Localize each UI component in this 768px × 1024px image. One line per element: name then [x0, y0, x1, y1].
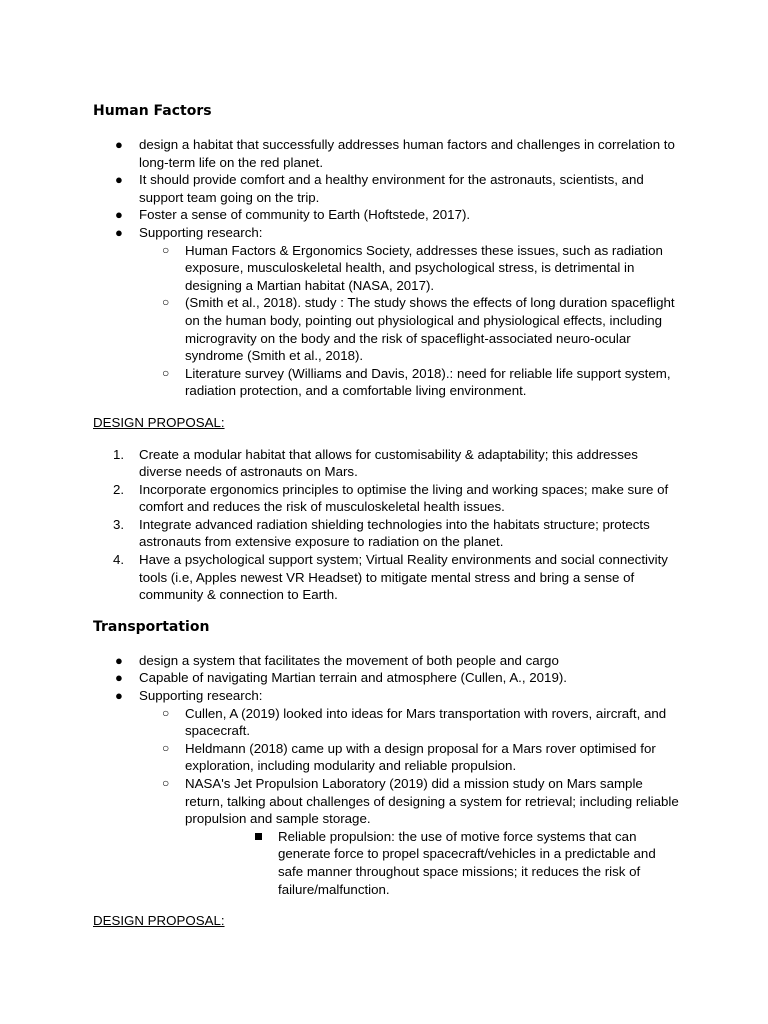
- circle-marker: ○: [162, 705, 170, 720]
- circle-marker: ○: [162, 365, 170, 380]
- numbered-list-item: [93, 446, 683, 481]
- sub-list-item-text: Human Factors & Ergonomics Society, addresses these issues, such as radiation exposure, musculoskeletal health, and psychological stress, is detrimental in designing a Martian habitat (NASA, 2017).: [185, 242, 663, 293]
- section-heading-human-factors: Human Factors: [93, 103, 212, 119]
- list-item-text: Foster a sense of community to Earth (Hoftstede, 2017).: [139, 207, 471, 223]
- bullet-marker: ●: [115, 172, 123, 188]
- sub-list-item-text: Heldmann (2018) came up with a design proposal for a Mars rover optimised for exploration, including modularity and reliable propulsion.: [185, 740, 656, 774]
- sub-list-item: [93, 705, 683, 740]
- list-item: [93, 171, 683, 206]
- list-item-text: Supporting research:: [139, 224, 263, 240]
- numbered-list-item: [93, 516, 683, 551]
- circle-marker: ○: [162, 295, 170, 310]
- bullet-marker: ●: [115, 137, 123, 152]
- sub-list-item: [93, 242, 683, 295]
- list-item: [93, 224, 683, 242]
- sub-sub-list-item-text: Reliable propulsion: the use of motive force systems that can generate force to propel spacecraft/vehicles in a predictable and safe manner throughout space missions; it reduces the risk of failure/malfunction.: [278, 828, 656, 897]
- circle-marker: ○: [162, 776, 170, 790]
- number-marker: 3.: [113, 516, 125, 532]
- design-proposal-label: DESIGN PROPOSAL:: [93, 414, 225, 430]
- number-marker: 1.: [113, 446, 125, 462]
- sub-list-item-text: (Smith et al., 2018). study : The study shows the effects of long duration spaceflight on the human body, pointing out physiological and physiological effects, including microgravity on the body and the risk of spaceflight-associated neuro-ocular syndrome (Smith et al., 2018).: [185, 295, 675, 364]
- list-item-text: It should provide comfort and a healthy environment for the astronauts, scientists, and support team going on the trip.: [139, 172, 644, 205]
- numbered-list-item-text: Integrate advanced radiation shielding technologies into the habitats structure; protects astronauts from extensive exposure to radiation on the planet.: [139, 516, 650, 550]
- list-item: [93, 136, 683, 171]
- list-item: [93, 652, 683, 670]
- numbered-list-item-text: Create a modular habitat that allows for customisability & adaptability; this addresses diverse needs of astronauts on Mars.: [139, 446, 638, 480]
- numbered-list-item-text: Incorporate ergonomics principles to optimise the living and working spaces; make sure of comfort and reduces the risk of musculoskeletal health issues.: [139, 481, 669, 515]
- bullet-marker: ●: [115, 207, 123, 223]
- sub-list-item-text: Literature survey (Williams and Davis, 2018).: need for reliable life support system, radiation protection, and a comfortable living environment.: [185, 365, 671, 399]
- sub-list-item: [93, 775, 683, 828]
- list-item: [93, 206, 683, 224]
- section-heading-transportation: Transportation: [93, 618, 210, 635]
- list-item-text: design a system that facilitates the movement of both people and cargo: [139, 652, 559, 668]
- numbered-list-item: [93, 551, 683, 604]
- bullet-marker: ●: [115, 652, 123, 668]
- transportation-bullet-list: [93, 652, 683, 898]
- bullet-marker: ●: [115, 670, 123, 686]
- list-item-text: Capable of navigating Martian terrain and atmosphere (Cullen, A., 2019).: [139, 670, 567, 686]
- square-marker: [255, 828, 275, 846]
- list-item: [93, 669, 683, 687]
- number-marker: 2.: [113, 481, 125, 497]
- list-item-text: design a habitat that successfully addresses human factors and challenges in correlation to long-term life on the red planet.: [139, 137, 675, 170]
- circle-marker: ○: [162, 740, 170, 755]
- numbered-list-item: [93, 481, 683, 516]
- sub-list-item: [93, 365, 683, 400]
- number-marker: 4.: [113, 552, 125, 568]
- circle-marker: ○: [162, 242, 170, 257]
- design-proposal-list: [93, 446, 683, 604]
- list-item-text: Supporting research:: [139, 688, 263, 704]
- sub-list-item: [93, 294, 683, 364]
- sub-list-item-text: Cullen, A (2019) looked into ideas for Mars transportation with rovers, aircraft, and spacecraft.: [185, 705, 667, 739]
- sub-sub-list-item: [93, 828, 683, 898]
- bullet-marker: ●: [115, 224, 123, 240]
- bullet-marker: ●: [115, 688, 123, 704]
- sub-list-item-text: NASA's Jet Propulsion Laboratory (2019) did a mission study on Mars sample return, talking about challenges of designing a system for retrieval; including reliable propulsion and sample storage.: [185, 776, 679, 827]
- design-proposal-label: DESIGN PROPOSAL:: [93, 913, 225, 929]
- list-item: [93, 687, 683, 705]
- sub-list-item: [93, 740, 683, 775]
- numbered-list-item-text: Have a psychological support system; Virtual Reality environments and social connectivity tools (i.e, Apples newest VR Headset) to mitigate mental stress and bring a sense of community & connection to Earth.: [139, 552, 668, 603]
- document-page: [93, 100, 683, 930]
- human-factors-bullet-list: [93, 136, 683, 400]
